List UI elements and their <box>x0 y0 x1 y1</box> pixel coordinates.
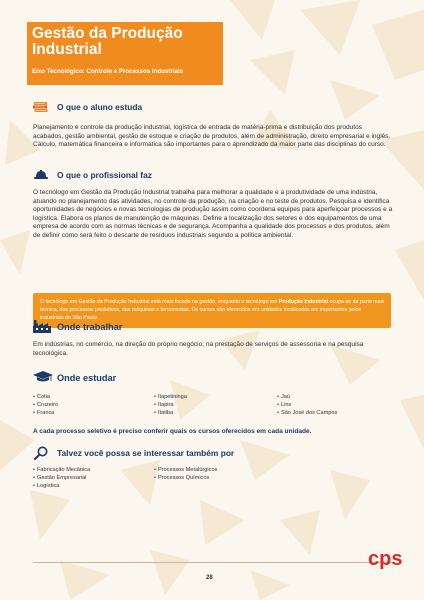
list-item: • Cruzeiro <box>33 402 58 410</box>
list-item: • Fabricação Mecânica <box>33 467 90 475</box>
page-title: Gestão da Produção Industrial <box>32 25 183 58</box>
list-item: • Cotia <box>33 394 58 402</box>
factory-icon <box>33 319 51 333</box>
list-item: • Processos Químicos <box>154 475 217 483</box>
section-title-onde-trabalhar: Onde trabalhar <box>57 322 123 332</box>
selection-note: A cada processo seletivo é preciso conferir quais os cursos oferecidos em cada unidade. <box>33 428 312 435</box>
section-title-onde-estudar: Onde estudar <box>57 373 117 383</box>
callout-text: O tecnólogo em Gestão da Produção Industrial está mais focado na gestão, enquanto o tecnólogo em Produção Industrial ocupa-se da parte mais técnica, dos processos produtivos, das máquinas e ferramentas. Os cursos são oferecidos em unidades localizadas em importantes polos industriais de São Paulo. <box>40 299 385 322</box>
hard-hat-icon <box>34 169 48 180</box>
footer-divider <box>33 562 395 563</box>
section-title-aluno-estuda: O que o aluno estuda <box>57 102 143 112</box>
list-item: • Gestão Empresarial <box>33 475 90 483</box>
list-item: • Itatiba <box>154 410 187 418</box>
section-title-interesse: Talvez você possa se interessar também por <box>57 448 235 458</box>
graduation-cap-icon <box>33 371 53 383</box>
related-courses-col2 <box>154 467 217 483</box>
section-text-onde-trabalhar: Em indústrias, no comércio, na direção do próprio negócio; na prestação de serviços de assessoria e na pesquisa tecnológica. <box>33 341 364 357</box>
header-banner <box>27 22 223 85</box>
page-number: 28 <box>206 575 213 581</box>
list-item: • Franca <box>33 410 58 418</box>
section-title-profissional-faz: O que o profissional faz <box>57 170 152 180</box>
campus-list-col2 <box>154 394 187 418</box>
related-courses-col1 <box>33 467 90 491</box>
books-icon <box>33 101 49 113</box>
campus-list-col3 <box>277 394 337 418</box>
section-text-profissional-faz: O tecnólogo em Gestão da Produção Industrial trabalha para melhorar a qualidade e a produtividade de uma indústria, atuando no planejamento das atividades, no controle da produção, na criação e no teste de produtos. Pesquisa e identifica oportunidades de negócios e novas tecnologias de produção assim como coordena equipes para aperfeiçoar processos e a logística. Elabora os planos de manutenção de máquinas. Define a localização dos setores e dos equipamentos de uma empresa de acordo com as normas técnicas e de segurança. Acompanha a qualidade dos processos e dos produtos, além de definir como será feito o descarte de resíduos industriais segundo a política ambiental. <box>33 189 393 239</box>
list-item: • Processos Metalúrgicos <box>154 467 217 475</box>
cps-logo <box>368 548 408 572</box>
list-item: • Itapetininga <box>154 394 187 402</box>
svg-text:cps: cps <box>368 548 403 570</box>
list-item: • Jaú <box>277 394 337 402</box>
page-subtitle: Eixo Tecnológico: Controle e Processos Industriais <box>32 68 184 75</box>
section-text-aluno-estuda: Planejamento e controle da produção industrial, logística de entrada de matéria-prima e distribuição dos produtos acabados, gestão ambiental, gestão de estoque e criação de produtos, além de administração, direito empresarial e inglês. Cálculo, matemática financeira e informática são importantes para o aprendizado da maior parte das disciplinas do curso. <box>33 124 391 149</box>
list-item: • São José dos Campos <box>277 410 337 418</box>
list-item: • Logística <box>33 483 90 491</box>
list-item: • Lins <box>277 402 337 410</box>
magnifier-icon <box>34 446 48 460</box>
campus-list-col1 <box>33 394 58 418</box>
list-item: • Itapira <box>154 402 187 410</box>
